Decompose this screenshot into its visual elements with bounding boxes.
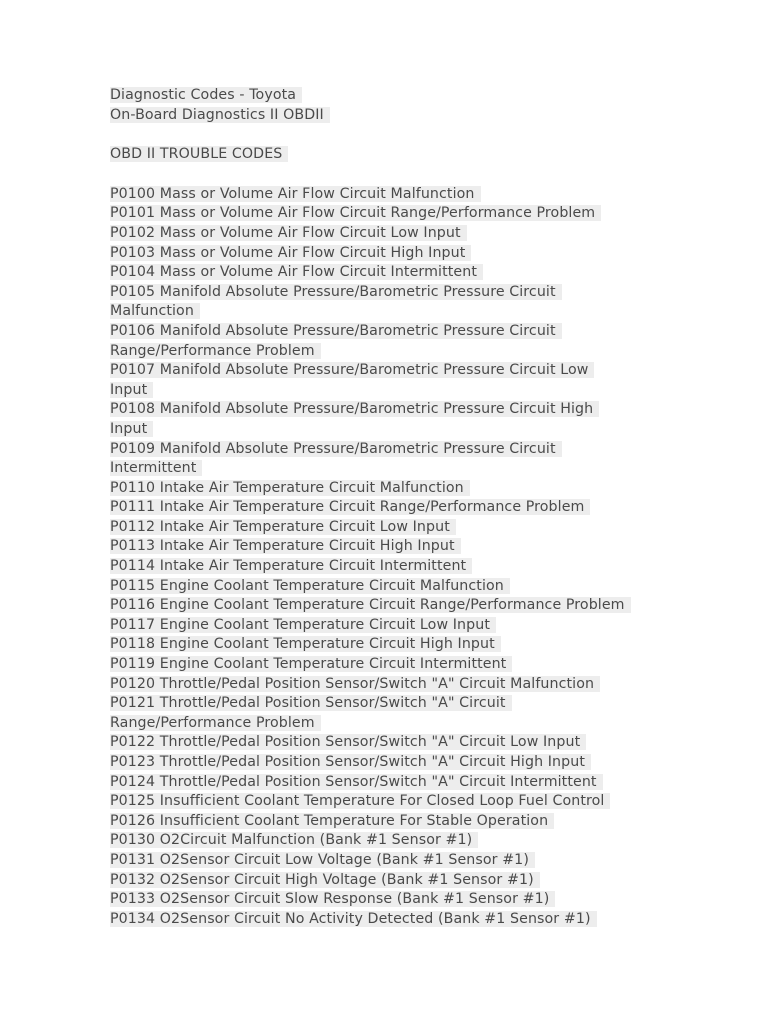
trouble-code-line bbox=[110, 263, 670, 283]
trouble-code-text: P0111 Intake Air Temperature Circuit Range/Performance Problem bbox=[110, 499, 590, 515]
trouble-code-line bbox=[110, 812, 670, 832]
trouble-code-text: P0132 O2Sensor Circuit High Voltage (Bank #1 Sensor #1) bbox=[110, 872, 540, 888]
trouble-code-text: P0112 Intake Air Temperature Circuit Low Input bbox=[110, 519, 456, 535]
trouble-code-line bbox=[110, 596, 670, 616]
trouble-code-line bbox=[110, 655, 670, 675]
trouble-code-text: P0110 Intake Air Temperature Circuit Malfunction bbox=[110, 480, 470, 496]
trouble-code-text: Range/Performance Problem bbox=[110, 343, 321, 359]
trouble-code-text: P0113 Intake Air Temperature Circuit High Input bbox=[110, 538, 461, 554]
trouble-code-line bbox=[110, 459, 670, 479]
trouble-code-text: P0114 Intake Air Temperature Circuit Intermittent bbox=[110, 558, 472, 574]
trouble-code-text: P0108 Manifold Absolute Pressure/Barometric Pressure Circuit High bbox=[110, 401, 599, 417]
document-title: Diagnostic Codes - Toyota bbox=[110, 87, 302, 103]
trouble-code-line bbox=[110, 675, 670, 695]
trouble-code-text: P0126 Insufficient Coolant Temperature For Stable Operation bbox=[110, 813, 554, 829]
trouble-code-text: P0101 Mass or Volume Air Flow Circuit Range/Performance Problem bbox=[110, 205, 601, 221]
trouble-code-text: Range/Performance Problem bbox=[110, 715, 321, 731]
trouble-code-text: P0121 Throttle/Pedal Position Sensor/Switch "A" Circuit bbox=[110, 695, 512, 711]
trouble-code-line bbox=[110, 283, 670, 303]
trouble-code-text: P0109 Manifold Absolute Pressure/Barometric Pressure Circuit bbox=[110, 441, 562, 457]
trouble-code-line bbox=[110, 322, 670, 342]
trouble-code-line bbox=[110, 342, 670, 362]
trouble-code-text: P0131 O2Sensor Circuit Low Voltage (Bank #1 Sensor #1) bbox=[110, 852, 535, 868]
trouble-code-text: P0123 Throttle/Pedal Position Sensor/Switch "A" Circuit High Input bbox=[110, 754, 591, 770]
trouble-code-text: Malfunction bbox=[110, 303, 200, 319]
trouble-code-text: Intermittent bbox=[110, 460, 202, 476]
trouble-code-line bbox=[110, 890, 670, 910]
trouble-code-text: P0106 Manifold Absolute Pressure/Barometric Pressure Circuit bbox=[110, 323, 562, 339]
document-subtitle: On-Board Diagnostics II OBDII bbox=[110, 107, 330, 123]
trouble-code-text: P0105 Manifold Absolute Pressure/Barometric Pressure Circuit bbox=[110, 284, 562, 300]
trouble-code-text: P0100 Mass or Volume Air Flow Circuit Malfunction bbox=[110, 186, 481, 202]
trouble-code-line bbox=[110, 537, 670, 557]
trouble-code-text: P0104 Mass or Volume Air Flow Circuit Intermittent bbox=[110, 264, 483, 280]
trouble-code-text: P0116 Engine Coolant Temperature Circuit Range/Performance Problem bbox=[110, 597, 631, 613]
trouble-code-text: P0125 Insufficient Coolant Temperature For Closed Loop Fuel Control bbox=[110, 793, 610, 809]
spacer bbox=[110, 165, 670, 185]
trouble-code-text: P0120 Throttle/Pedal Position Sensor/Switch "A" Circuit Malfunction bbox=[110, 676, 600, 692]
trouble-code-line bbox=[110, 204, 670, 224]
trouble-code-line bbox=[110, 773, 670, 793]
trouble-code-line bbox=[110, 910, 670, 930]
trouble-code-line bbox=[110, 361, 670, 381]
document-content bbox=[110, 86, 670, 929]
spacer bbox=[110, 125, 670, 145]
trouble-code-line bbox=[110, 871, 670, 891]
trouble-code-line bbox=[110, 733, 670, 753]
trouble-code-line bbox=[110, 381, 670, 401]
trouble-code-text: P0119 Engine Coolant Temperature Circuit Intermittent bbox=[110, 656, 512, 672]
trouble-code-line bbox=[110, 694, 670, 714]
trouble-code-text: P0118 Engine Coolant Temperature Circuit High Input bbox=[110, 636, 501, 652]
trouble-code-line bbox=[110, 479, 670, 499]
trouble-code-line bbox=[110, 557, 670, 577]
trouble-code-line bbox=[110, 792, 670, 812]
trouble-code-text: P0134 O2Sensor Circuit No Activity Detected (Bank #1 Sensor #1) bbox=[110, 911, 597, 927]
trouble-code-line bbox=[110, 400, 670, 420]
trouble-code-line bbox=[110, 851, 670, 871]
trouble-code-line bbox=[110, 185, 670, 205]
trouble-code-list bbox=[110, 185, 670, 930]
trouble-code-text: P0117 Engine Coolant Temperature Circuit Low Input bbox=[110, 617, 496, 633]
trouble-code-line bbox=[110, 753, 670, 773]
trouble-code-text: P0130 O2Circuit Malfunction (Bank #1 Sensor #1) bbox=[110, 832, 478, 848]
trouble-code-line bbox=[110, 616, 670, 636]
trouble-code-text: P0115 Engine Coolant Temperature Circuit Malfunction bbox=[110, 578, 510, 594]
trouble-code-line bbox=[110, 224, 670, 244]
trouble-code-text: P0122 Throttle/Pedal Position Sensor/Switch "A" Circuit Low Input bbox=[110, 734, 586, 750]
trouble-code-line bbox=[110, 714, 670, 734]
trouble-code-line bbox=[110, 831, 670, 851]
trouble-code-line bbox=[110, 302, 670, 322]
trouble-code-text: Input bbox=[110, 382, 153, 398]
trouble-code-line bbox=[110, 498, 670, 518]
trouble-code-line bbox=[110, 518, 670, 538]
trouble-code-line bbox=[110, 440, 670, 460]
trouble-code-line bbox=[110, 244, 670, 264]
trouble-code-line bbox=[110, 420, 670, 440]
trouble-code-text: P0133 O2Sensor Circuit Slow Response (Bank #1 Sensor #1) bbox=[110, 891, 555, 907]
trouble-code-line bbox=[110, 577, 670, 597]
section-heading-line bbox=[110, 145, 670, 165]
trouble-code-text: P0102 Mass or Volume Air Flow Circuit Low Input bbox=[110, 225, 467, 241]
trouble-code-line bbox=[110, 635, 670, 655]
document-title-line bbox=[110, 86, 670, 106]
trouble-code-text: Input bbox=[110, 421, 153, 437]
trouble-code-text: P0107 Manifold Absolute Pressure/Barometric Pressure Circuit Low bbox=[110, 362, 594, 378]
document-subtitle-line bbox=[110, 106, 670, 126]
section-heading: OBD II TROUBLE CODES bbox=[110, 146, 288, 162]
trouble-code-text: P0124 Throttle/Pedal Position Sensor/Switch "A" Circuit Intermittent bbox=[110, 774, 603, 790]
trouble-code-text: P0103 Mass or Volume Air Flow Circuit High Input bbox=[110, 245, 471, 261]
